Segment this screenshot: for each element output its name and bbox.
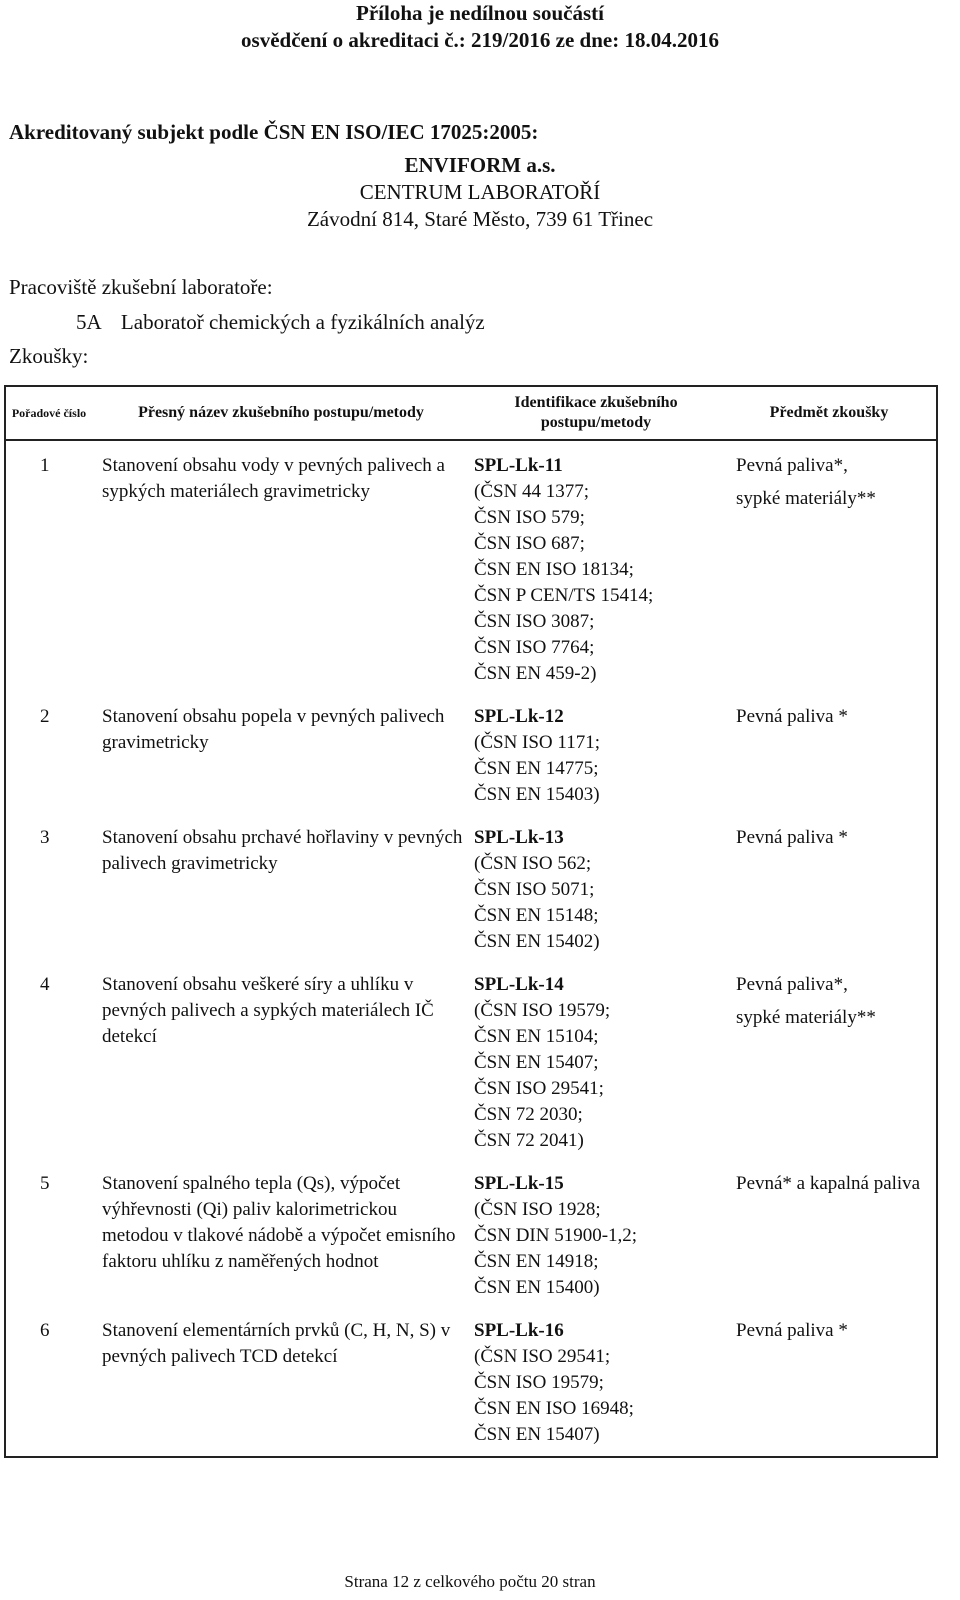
standard-reference: ČSN EN 15407) — [474, 1424, 600, 1445]
standard-reference: ČSN ISO 7764; — [474, 637, 595, 658]
laboratory-line — [76, 310, 485, 335]
test-subject-line: Pevná paliva * — [736, 706, 848, 727]
test-subject-line: Pevná paliva * — [736, 827, 848, 848]
method-name: Stanovení obsahu prchavé hořlaviny v pevných palivech gravimetricky — [102, 827, 463, 874]
method-identification — [470, 695, 722, 816]
standard-reference: ČSN EN 15402) — [474, 931, 600, 952]
standard-reference: ČSN EN 15407; — [474, 1052, 599, 1073]
table-row — [5, 1309, 937, 1457]
method-identification — [470, 440, 722, 695]
method-code: SPL-Lk-12 — [474, 706, 564, 727]
test-subject-line: sypké materiály** — [736, 488, 876, 509]
table-row — [5, 816, 937, 963]
laboratory-name: Laboratoř chemických a fyzikálních analýz — [120, 310, 485, 334]
standard-reference: (ČSN ISO 1928; — [474, 1199, 601, 1220]
method-code: SPL-Lk-11 — [474, 455, 563, 476]
standard-reference: ČSN EN 15400) — [474, 1277, 600, 1298]
method-name: Stanovení spalného tepla (Qs), výpočet výhřevnosti (Qi) paliv kalorimetrickou metodou v tlakové nádobě a výpočet emisního faktoru uhlíku z naměřených hodnot — [102, 1173, 456, 1272]
test-subject-line: Pevná* a kapalná paliva — [736, 1173, 921, 1194]
test-subject — [722, 440, 937, 695]
row-number: 4 — [40, 974, 50, 995]
organization-block — [0, 152, 960, 233]
test-subject — [722, 816, 937, 963]
method-identification — [470, 1162, 722, 1309]
test-subject — [722, 963, 937, 1162]
tests-table — [4, 385, 938, 1458]
header-method-name: Přesný název zkušebního postupu/metody — [92, 386, 470, 440]
standard-reference: ČSN EN 14775; — [474, 758, 599, 779]
annex-header — [0, 0, 960, 54]
page-footer: Strana 12 z celkového počtu 20 stran — [344, 1572, 596, 1591]
row-number: 6 — [40, 1320, 50, 1341]
table-header-row — [5, 386, 937, 440]
header-test-subject: Předmět zkoušky — [722, 386, 937, 440]
standard-reference: ČSN ISO 579; — [474, 507, 585, 528]
table-row — [5, 440, 937, 695]
method-identification — [470, 816, 722, 963]
laboratory-code: 5A — [76, 310, 102, 334]
standard-reference: ČSN P CEN/TS 15414; — [474, 585, 654, 606]
standard-reference: ČSN ISO 687; — [474, 533, 585, 554]
test-subject — [722, 695, 937, 816]
method-code: SPL-Lk-15 — [474, 1173, 564, 1194]
standard-reference: ČSN EN 15148; — [474, 905, 599, 926]
row-number: 2 — [40, 706, 50, 727]
method-code: SPL-Lk-16 — [474, 1320, 564, 1341]
header-order-number: Pořadové číslo — [5, 386, 92, 440]
test-subject-line: sypké materiály** — [736, 1007, 876, 1028]
tests-title: Zkoušky: — [9, 344, 89, 368]
standard-reference: ČSN ISO 3087; — [474, 611, 595, 632]
method-name: Stanovení obsahu veškeré síry a uhlíku v pevných palivech a sypkých materiálech IČ detekcí — [102, 974, 434, 1047]
test-subject — [722, 1162, 937, 1309]
test-subject-line: Pevná paliva*, — [736, 455, 848, 476]
table-row — [5, 963, 937, 1162]
standard-reference: (ČSN ISO 1171; — [474, 732, 600, 753]
method-identification — [470, 963, 722, 1162]
test-subject — [722, 1309, 937, 1457]
standard-reference: ČSN ISO 5071; — [474, 879, 595, 900]
header-method-id: Identifikace zkušebního postupu/metody — [470, 386, 722, 440]
standard-reference: (ČSN ISO 29541; — [474, 1346, 611, 1367]
table-row — [5, 695, 937, 816]
standard-reference: ČSN ISO 29541; — [474, 1078, 604, 1099]
standard-reference: ČSN 72 2030; — [474, 1104, 583, 1125]
test-subject-line: Pevná paliva * — [736, 1320, 848, 1341]
accredited-subject-title: Akreditovaný subjekt podle ČSN EN ISO/IEC 17025:2005: — [9, 120, 539, 144]
standard-reference: (ČSN ISO 19579; — [474, 1000, 611, 1021]
row-number: 5 — [40, 1173, 50, 1194]
standard-reference: (ČSN 44 1377; — [474, 481, 590, 502]
standard-reference: ČSN EN 15104; — [474, 1026, 599, 1047]
standard-reference: ČSN EN 14918; — [474, 1251, 599, 1272]
method-code: SPL-Lk-13 — [474, 827, 564, 848]
standard-reference: ČSN EN ISO 16948; — [474, 1398, 634, 1419]
standard-reference: ČSN EN ISO 18134; — [474, 559, 634, 580]
test-subject-line: Pevná paliva*, — [736, 974, 848, 995]
workplace-title: Pracoviště zkušební laboratoře: — [9, 275, 273, 299]
standard-reference: ČSN 72 2041) — [474, 1130, 584, 1151]
standard-reference: ČSN DIN 51900-1,2; — [474, 1225, 638, 1246]
annex-line-2: osvědčení o akreditaci č.: 219/2016 ze dne: 18.04.2016 — [241, 28, 719, 52]
row-number: 1 — [40, 455, 50, 476]
standard-reference: ČSN EN 15403) — [474, 784, 600, 805]
organization-unit: CENTRUM LABORATOŘÍ — [359, 180, 601, 204]
organization-name: ENVIFORM a.s. — [404, 153, 556, 177]
method-name: Stanovení obsahu popela v pevných palivech gravimetricky — [102, 706, 445, 753]
standard-reference: ČSN ISO 19579; — [474, 1372, 604, 1393]
method-name: Stanovení obsahu vody v pevných palivech a sypkých materiálech gravimetricky — [102, 455, 445, 502]
organization-address: Závodní 814, Staré Město, 739 61 Třinec — [306, 207, 654, 231]
table-row — [5, 1162, 937, 1309]
method-identification — [470, 1309, 722, 1457]
table-body — [5, 440, 937, 1457]
method-name: Stanovení elementárních prvků (C, H, N, S) v pevných palivech TCD detekcí — [102, 1320, 451, 1367]
standard-reference: (ČSN ISO 562; — [474, 853, 592, 874]
method-code: SPL-Lk-14 — [474, 974, 564, 995]
row-number: 3 — [40, 827, 50, 848]
standard-reference: ČSN EN 459-2) — [474, 663, 597, 684]
annex-line-1: Příloha je nedílnou součástí — [356, 1, 604, 25]
